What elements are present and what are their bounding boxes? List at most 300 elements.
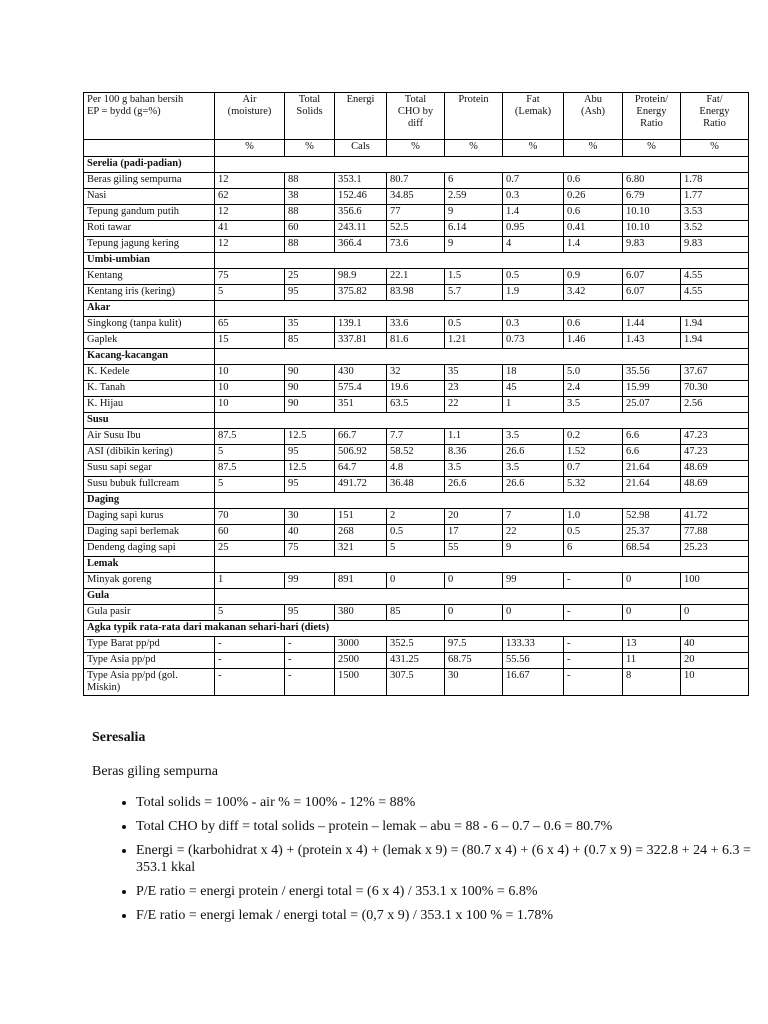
category-filler (215, 557, 749, 573)
value-cell: 8.36 (445, 445, 503, 461)
value-cell: 1 (503, 397, 564, 413)
value-cell: 0 (623, 573, 681, 589)
value-cell: 0.3 (503, 189, 564, 205)
value-cell: 8 (623, 669, 681, 696)
category-filler (215, 301, 749, 317)
table-row (84, 653, 749, 669)
value-cell: 6.07 (623, 285, 681, 301)
value-cell: 5 (215, 445, 285, 461)
value-cell: 22 (503, 525, 564, 541)
value-cell: 352.5 (387, 637, 445, 653)
value-cell: 0.5 (387, 525, 445, 541)
value-cell: 25 (215, 541, 285, 557)
value-cell: 133.33 (503, 637, 564, 653)
value-cell: 40 (285, 525, 335, 541)
calculation-item: • F/E ratio = energi lemak / energi total = (0,7 x 9) / 353.1 x 100 % = 1.78% (136, 907, 768, 924)
value-cell: 9 (445, 205, 503, 221)
value-cell: 0 (681, 605, 749, 621)
value-cell: 0.7 (564, 461, 623, 477)
units-cell: % (445, 140, 503, 157)
table-row (84, 541, 749, 557)
value-cell: 58.52 (387, 445, 445, 461)
calculation-item: • P/E ratio = energi protein / energi total = (6 x 4) / 353.1 x 100% = 6.8% (136, 883, 768, 900)
section-title: Seresalia (92, 730, 146, 745)
value-cell: 0.5 (445, 317, 503, 333)
units-row (84, 140, 749, 157)
food-name-cell: Gaplek (84, 333, 215, 349)
value-cell: 1 (215, 573, 285, 589)
value-cell: 90 (285, 365, 335, 381)
value-cell: 151 (335, 509, 387, 525)
value-cell: 47.23 (681, 445, 749, 461)
value-cell: 2 (387, 509, 445, 525)
value-cell: 353.1 (335, 173, 387, 189)
category-label: Umbi-umbian (84, 253, 215, 269)
header-cell: Total Solids (285, 93, 335, 140)
value-cell: 10 (215, 365, 285, 381)
value-cell: 3.5 (503, 429, 564, 445)
value-cell: 34.85 (387, 189, 445, 205)
header-cell: Abu (Ash) (564, 93, 623, 140)
table-row (84, 285, 749, 301)
value-cell: 30 (285, 509, 335, 525)
food-name-cell: Dendeng daging sapi (84, 541, 215, 557)
value-cell: 1.43 (623, 333, 681, 349)
table-row (84, 381, 749, 397)
value-cell: - (564, 669, 623, 696)
value-cell: 1.4 (564, 237, 623, 253)
header-cell: Fat (Lemak) (503, 93, 564, 140)
table-row (84, 525, 749, 541)
value-cell: 1.94 (681, 317, 749, 333)
food-name-cell: Type Barat pp/pd (84, 637, 215, 653)
table-row (84, 269, 749, 285)
value-cell: 16.67 (503, 669, 564, 696)
food-name-cell: Roti tawar (84, 221, 215, 237)
value-cell: 1.52 (564, 445, 623, 461)
value-cell: 337.81 (335, 333, 387, 349)
header-cell: Fat/ Energy Ratio (681, 93, 749, 140)
value-cell: - (564, 637, 623, 653)
food-name-cell: K. Kedele (84, 365, 215, 381)
value-cell: 12 (215, 237, 285, 253)
value-cell: 380 (335, 605, 387, 621)
table-row (84, 205, 749, 221)
value-cell: 0.5 (503, 269, 564, 285)
food-name-cell: Air Susu Ibu (84, 429, 215, 445)
food-name-cell: Type Asia pp/pd (gol. Miskin) (84, 669, 215, 696)
value-cell: 95 (285, 285, 335, 301)
value-cell: 2.59 (445, 189, 503, 205)
category-filler (215, 493, 749, 509)
value-cell: 68.54 (623, 541, 681, 557)
value-cell: 307.5 (387, 669, 445, 696)
value-cell: 35 (445, 365, 503, 381)
units-cell: % (564, 140, 623, 157)
value-cell: 366.4 (335, 237, 387, 253)
value-cell: 55 (445, 541, 503, 557)
value-cell: 1.21 (445, 333, 503, 349)
calculation-item: • Total solids = 100% - air % = 100% - 12% = 88% (136, 794, 768, 811)
value-cell: 6.14 (445, 221, 503, 237)
food-name-cell: Susu sapi segar (84, 461, 215, 477)
value-cell: 0.41 (564, 221, 623, 237)
food-name-cell: Type Asia pp/pd (84, 653, 215, 669)
value-cell: 0.9 (564, 269, 623, 285)
value-cell: 10 (681, 669, 749, 696)
food-name-cell: Minyak goreng (84, 573, 215, 589)
value-cell: 0 (387, 573, 445, 589)
category-row (84, 253, 749, 269)
category-row (84, 621, 749, 637)
value-cell: 5.7 (445, 285, 503, 301)
category-row (84, 413, 749, 429)
value-cell: 139.1 (335, 317, 387, 333)
food-name-cell: K. Hijau (84, 397, 215, 413)
value-cell: 83.98 (387, 285, 445, 301)
value-cell: 430 (335, 365, 387, 381)
value-cell: 431.25 (387, 653, 445, 669)
value-cell: 268 (335, 525, 387, 541)
value-cell: 15.99 (623, 381, 681, 397)
value-cell: 62 (215, 189, 285, 205)
table-row (84, 509, 749, 525)
value-cell: 351 (335, 397, 387, 413)
value-cell: 88 (285, 237, 335, 253)
category-label: Susu (84, 413, 215, 429)
value-cell: 9.83 (623, 237, 681, 253)
value-cell: 3.5 (564, 397, 623, 413)
value-cell: 0.2 (564, 429, 623, 445)
units-cell: % (681, 140, 749, 157)
subheading: Beras giling sempurna (92, 764, 218, 779)
value-cell: 37.67 (681, 365, 749, 381)
header-cell: Air (moisture) (215, 93, 285, 140)
value-cell: 1.1 (445, 429, 503, 445)
value-cell: 26.6 (503, 445, 564, 461)
category-row (84, 557, 749, 573)
value-cell: 21.64 (623, 477, 681, 493)
value-cell: 90 (285, 397, 335, 413)
value-cell: 10 (215, 381, 285, 397)
value-cell: 152.46 (335, 189, 387, 205)
value-cell: 97.5 (445, 637, 503, 653)
value-cell: 32 (387, 365, 445, 381)
category-filler (215, 157, 749, 173)
value-cell: - (215, 637, 285, 653)
category-filler (215, 253, 749, 269)
value-cell: 3.52 (681, 221, 749, 237)
value-cell: 10 (215, 397, 285, 413)
category-label: Daging (84, 493, 215, 509)
value-cell: 3.53 (681, 205, 749, 221)
table-row (84, 429, 749, 445)
value-cell: 506.92 (335, 445, 387, 461)
value-cell: 1.4 (503, 205, 564, 221)
value-cell: 63.5 (387, 397, 445, 413)
value-cell: 1.9 (503, 285, 564, 301)
category-label: Lemak (84, 557, 215, 573)
category-label: Kacang-kacangan (84, 349, 215, 365)
value-cell: 12.5 (285, 429, 335, 445)
value-cell: 21.64 (623, 461, 681, 477)
value-cell: 35.56 (623, 365, 681, 381)
value-cell: 1.5 (445, 269, 503, 285)
value-cell: - (564, 605, 623, 621)
value-cell: 48.69 (681, 461, 749, 477)
table-row (84, 237, 749, 253)
value-cell: 0.5 (564, 525, 623, 541)
value-cell: 60 (215, 525, 285, 541)
value-cell: 0.6 (564, 205, 623, 221)
value-cell: - (285, 653, 335, 669)
value-cell: 321 (335, 541, 387, 557)
value-cell: 9 (503, 541, 564, 557)
units-cell: % (215, 140, 285, 157)
value-cell: 30 (445, 669, 503, 696)
value-cell: 2.4 (564, 381, 623, 397)
value-cell: 88 (285, 205, 335, 221)
value-cell: 100 (681, 573, 749, 589)
value-cell: 5.0 (564, 365, 623, 381)
value-cell: 75 (215, 269, 285, 285)
units-cell: % (503, 140, 564, 157)
value-cell: 0.3 (503, 317, 564, 333)
food-name-cell: Tepung jagung kering (84, 237, 215, 253)
table-row (84, 397, 749, 413)
value-cell: - (215, 669, 285, 696)
value-cell: 70 (215, 509, 285, 525)
units-cell: Cals (335, 140, 387, 157)
category-row (84, 157, 749, 173)
value-cell: 38 (285, 189, 335, 205)
value-cell: 1.46 (564, 333, 623, 349)
value-cell: 25 (285, 269, 335, 285)
category-label: Gula (84, 589, 215, 605)
food-name-cell: Beras giling sempurna (84, 173, 215, 189)
table-row (84, 477, 749, 493)
value-cell: 35 (285, 317, 335, 333)
category-row (84, 589, 749, 605)
value-cell: 41.72 (681, 509, 749, 525)
value-cell: 6.79 (623, 189, 681, 205)
value-cell: 77 (387, 205, 445, 221)
value-cell: 1.0 (564, 509, 623, 525)
calculation-item: • Total CHO by diff = total solids – protein – lemak – abu = 88 - 6 – 0.7 – 0.6 = 80.7% (136, 818, 768, 835)
food-name-cell: Susu bubuk fullcream (84, 477, 215, 493)
nutrition-table (83, 92, 749, 696)
value-cell: 0.95 (503, 221, 564, 237)
header-cell: Protein/ Energy Ratio (623, 93, 681, 140)
value-cell: 0.7 (503, 173, 564, 189)
units-cell: % (285, 140, 335, 157)
value-cell: 98.9 (335, 269, 387, 285)
value-cell: 65 (215, 317, 285, 333)
value-cell: 6.80 (623, 173, 681, 189)
value-cell: 9.83 (681, 237, 749, 253)
value-cell: 0.6 (564, 317, 623, 333)
table-row (84, 173, 749, 189)
value-cell: 2.56 (681, 397, 749, 413)
value-cell: 6 (564, 541, 623, 557)
value-cell: 26.6 (445, 477, 503, 493)
value-cell: 243.11 (335, 221, 387, 237)
category-filler (215, 589, 749, 605)
food-name-cell: Kentang iris (kering) (84, 285, 215, 301)
category-filler (215, 349, 749, 365)
value-cell: 95 (285, 605, 335, 621)
value-cell: 87.5 (215, 429, 285, 445)
value-cell: 15 (215, 333, 285, 349)
header-cell: Energi (335, 93, 387, 140)
value-cell: 5 (215, 477, 285, 493)
value-cell: 13 (623, 637, 681, 653)
header-cell: Protein (445, 93, 503, 140)
value-cell: 4.55 (681, 285, 749, 301)
value-cell: 1.78 (681, 173, 749, 189)
table-row (84, 333, 749, 349)
value-cell: 77.88 (681, 525, 749, 541)
value-cell: 3.5 (445, 461, 503, 477)
value-cell: 0 (623, 605, 681, 621)
table-row (84, 365, 749, 381)
value-cell: 1500 (335, 669, 387, 696)
value-cell: 0.6 (564, 173, 623, 189)
value-cell: 7 (503, 509, 564, 525)
value-cell: 10.10 (623, 221, 681, 237)
value-cell: 4.55 (681, 269, 749, 285)
value-cell: 68.75 (445, 653, 503, 669)
value-cell: 10.10 (623, 205, 681, 221)
value-cell: - (215, 653, 285, 669)
calculation-list (92, 794, 768, 931)
value-cell: 25.37 (623, 525, 681, 541)
food-name-cell: Tepung gandum putih (84, 205, 215, 221)
table-row (84, 461, 749, 477)
value-cell: 25.23 (681, 541, 749, 557)
value-cell: 66.7 (335, 429, 387, 445)
value-cell: 75 (285, 541, 335, 557)
value-cell: 45 (503, 381, 564, 397)
units-cell: % (623, 140, 681, 157)
value-cell: 6.6 (623, 445, 681, 461)
value-cell: 85 (285, 333, 335, 349)
value-cell: 52.5 (387, 221, 445, 237)
value-cell: 891 (335, 573, 387, 589)
value-cell: 26.6 (503, 477, 564, 493)
food-name-cell: Singkong (tanpa kulit) (84, 317, 215, 333)
value-cell: 60 (285, 221, 335, 237)
category-row (84, 301, 749, 317)
units-cell: % (387, 140, 445, 157)
value-cell: 18 (503, 365, 564, 381)
value-cell: 575.4 (335, 381, 387, 397)
value-cell: 25.07 (623, 397, 681, 413)
value-cell: 87.5 (215, 461, 285, 477)
food-name-cell: Kentang (84, 269, 215, 285)
value-cell: 41 (215, 221, 285, 237)
category-filler (215, 413, 749, 429)
category-row (84, 349, 749, 365)
value-cell: 5 (215, 605, 285, 621)
value-cell: 375.82 (335, 285, 387, 301)
food-name-cell: Gula pasir (84, 605, 215, 621)
table-row (84, 445, 749, 461)
value-cell: 12.5 (285, 461, 335, 477)
value-cell: 7.7 (387, 429, 445, 445)
table-header-row (84, 93, 749, 140)
value-cell: 5.32 (564, 477, 623, 493)
value-cell: 40 (681, 637, 749, 653)
value-cell: 19.6 (387, 381, 445, 397)
value-cell: 1.77 (681, 189, 749, 205)
value-cell: 3.5 (503, 461, 564, 477)
category-label: Serelia (padi-padian) (84, 157, 215, 173)
value-cell: 17 (445, 525, 503, 541)
value-cell: 4.8 (387, 461, 445, 477)
value-cell: 85 (387, 605, 445, 621)
value-cell: 0.26 (564, 189, 623, 205)
units-cell-empty (84, 140, 215, 157)
value-cell: 47.23 (681, 429, 749, 445)
value-cell: 6 (445, 173, 503, 189)
value-cell: 6.6 (623, 429, 681, 445)
value-cell: 4 (503, 237, 564, 253)
food-name-cell: ASI (dibikin kering) (84, 445, 215, 461)
table-row (84, 189, 749, 205)
table-row (84, 637, 749, 653)
value-cell: 5 (387, 541, 445, 557)
value-cell: 0 (445, 605, 503, 621)
value-cell: 20 (445, 509, 503, 525)
food-name-cell: Daging sapi kurus (84, 509, 215, 525)
value-cell: 0 (445, 573, 503, 589)
category-label: Akar (84, 301, 215, 317)
category-label: Agka typik rata-rata dari makanan sehari-hari (diets) (84, 621, 749, 637)
value-cell: 33.6 (387, 317, 445, 333)
value-cell: 12 (215, 205, 285, 221)
value-cell: 0 (503, 605, 564, 621)
value-cell: 99 (285, 573, 335, 589)
value-cell: - (285, 637, 335, 653)
value-cell: - (564, 653, 623, 669)
value-cell: 356.6 (335, 205, 387, 221)
category-row (84, 493, 749, 509)
value-cell: - (564, 573, 623, 589)
table-row (84, 669, 749, 696)
value-cell: 88 (285, 173, 335, 189)
value-cell: 48.69 (681, 477, 749, 493)
value-cell: 3.42 (564, 285, 623, 301)
value-cell: 90 (285, 381, 335, 397)
value-cell: 95 (285, 477, 335, 493)
value-cell: 23 (445, 381, 503, 397)
value-cell: 6.07 (623, 269, 681, 285)
header-cell-item: Per 100 g bahan bersih EP = bydd (g=%) (84, 93, 215, 140)
table-row (84, 605, 749, 621)
value-cell: 22 (445, 397, 503, 413)
value-cell: 55.56 (503, 653, 564, 669)
value-cell: 491.72 (335, 477, 387, 493)
calculation-item: • Energi = (karbohidrat x 4) + (protein x 4) + (lemak x 9) = (80.7 x 4) + (6 x 4) + (0.7 x 9) = 322.8 + 24 + 6.3 = 353.1 kkal (136, 842, 768, 876)
table-row (84, 221, 749, 237)
value-cell: 2500 (335, 653, 387, 669)
value-cell: 80.7 (387, 173, 445, 189)
value-cell: 3000 (335, 637, 387, 653)
value-cell: - (285, 669, 335, 696)
value-cell: 64.7 (335, 461, 387, 477)
value-cell: 81.6 (387, 333, 445, 349)
